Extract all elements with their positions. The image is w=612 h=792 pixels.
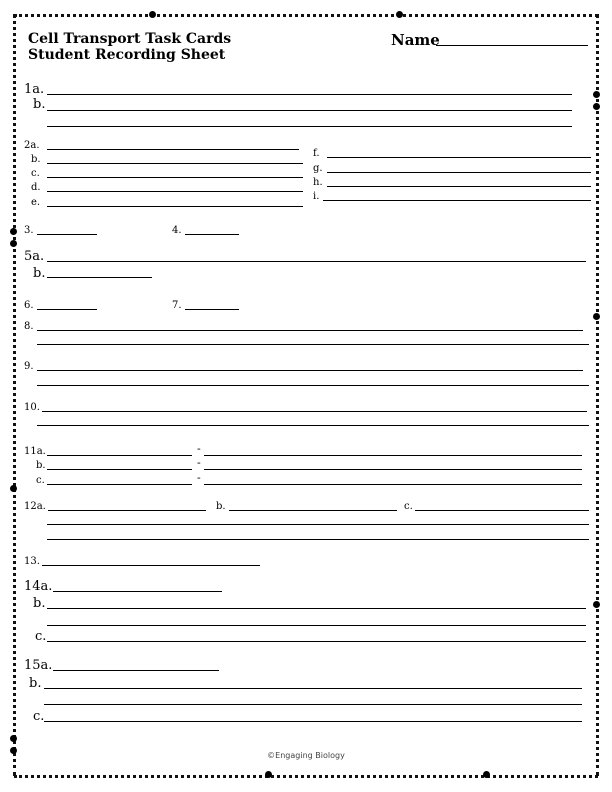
answer-line-14a[interactable] [53, 591, 222, 592]
answer-line-2b[interactable] [47, 163, 303, 164]
answer-line-11a-left[interactable] [47, 455, 192, 456]
answer-line-15b[interactable] [44, 688, 582, 689]
label-5b: b. [33, 266, 46, 281]
label-12a: 12a. [24, 501, 46, 512]
label-2g: g. [313, 163, 323, 174]
answer-line-14c[interactable] [47, 641, 586, 642]
label-8: 8. [24, 321, 34, 332]
answer-line-2h[interactable] [327, 186, 591, 187]
label-2c: c. [31, 168, 40, 179]
answer-line-14b-cont[interactable] [47, 625, 586, 626]
label-1a: 1a. [24, 82, 45, 97]
copyright-footer: ©Engaging Biology [267, 751, 345, 760]
label-15c: c. [33, 709, 45, 724]
border-left [13, 14, 16, 776]
border-bottom [14, 775, 598, 778]
answer-line-11a-right[interactable] [204, 455, 582, 456]
name-field[interactable] [436, 45, 588, 46]
answer-line-15c[interactable] [44, 721, 582, 722]
answer-line-10-cont[interactable] [37, 425, 589, 426]
answer-line-1b[interactable] [47, 110, 572, 111]
answer-line-8[interactable] [37, 330, 583, 331]
answer-line-12-cont-1[interactable] [47, 524, 589, 525]
label-15b: b. [29, 676, 42, 691]
dash-11a: - [197, 442, 201, 455]
answer-line-2c[interactable] [47, 177, 303, 178]
label-12c: c. [404, 501, 413, 512]
name-label: Name [391, 31, 440, 49]
answer-line-12a[interactable] [48, 510, 206, 511]
answer-line-6[interactable] [37, 309, 97, 310]
label-2i: i. [313, 191, 320, 202]
answer-line-4[interactable] [185, 234, 239, 235]
answer-line-5b[interactable] [47, 277, 152, 278]
dash-11c: - [197, 471, 201, 484]
title-line-2: Student Recording Sheet [28, 47, 226, 63]
label-11a: 11a. [24, 446, 46, 457]
label-13: 13. [24, 556, 40, 567]
label-2e: e. [31, 197, 41, 208]
border-dot [483, 771, 490, 778]
answer-line-2g[interactable] [327, 172, 591, 173]
border-dot [265, 771, 272, 778]
answer-line-10[interactable] [42, 411, 587, 412]
label-14b: b. [33, 596, 46, 611]
label-14a: 14a. [24, 579, 53, 594]
answer-line-2e[interactable] [47, 206, 303, 207]
border-dot [149, 11, 156, 18]
border-dot [593, 91, 600, 98]
label-2a: 2a. [24, 140, 40, 151]
answer-line-15a[interactable] [53, 670, 219, 671]
label-14c: c. [35, 629, 47, 644]
answer-line-2f[interactable] [327, 157, 591, 158]
answer-line-2d[interactable] [47, 191, 303, 192]
label-2f: f. [313, 148, 320, 159]
answer-line-8-cont[interactable] [37, 344, 589, 345]
answer-line-2i[interactable] [323, 200, 591, 201]
answer-line-13[interactable] [42, 565, 260, 566]
border-top [14, 14, 598, 17]
border-dot [593, 601, 600, 608]
label-12b: b. [216, 501, 226, 512]
dash-11b: - [197, 456, 201, 469]
border-dot [10, 240, 17, 247]
border-dot [396, 11, 403, 18]
answer-line-5a[interactable] [47, 261, 586, 262]
answer-line-14b[interactable] [47, 608, 586, 609]
answer-line-11b-right[interactable] [204, 469, 582, 470]
label-11b: b. [36, 460, 46, 471]
label-11c: c. [36, 475, 45, 486]
label-5a: 5a. [24, 249, 45, 264]
page-title [28, 31, 231, 63]
border-right [596, 14, 599, 776]
answer-line-1a[interactable] [47, 94, 572, 95]
label-3: 3. [24, 225, 34, 236]
answer-line-12c[interactable] [415, 510, 589, 511]
label-2h: h. [313, 177, 323, 188]
border-dot [593, 313, 600, 320]
title-line-1: Cell Transport Task Cards [28, 31, 232, 47]
label-2b: b. [31, 154, 41, 165]
label-10: 10. [24, 402, 40, 413]
border-dot [10, 228, 17, 235]
answer-line-11c-right[interactable] [204, 484, 582, 485]
border-dot [593, 103, 600, 110]
label-15a: 15a. [24, 658, 53, 673]
answer-line-12b[interactable] [229, 510, 397, 511]
label-1b: b. [33, 97, 46, 112]
answer-line-3[interactable] [37, 234, 97, 235]
label-9: 9. [24, 361, 34, 372]
answer-line-2a[interactable] [47, 149, 299, 150]
answer-line-12-cont-2[interactable] [47, 539, 589, 540]
label-2d: d. [31, 182, 41, 193]
answer-line-9[interactable] [37, 370, 583, 371]
answer-line-11c-left[interactable] [47, 484, 192, 485]
answer-line-7[interactable] [185, 309, 239, 310]
label-7: 7. [172, 300, 182, 311]
answer-line-15b-cont[interactable] [44, 704, 582, 705]
answer-line-11b-left[interactable] [47, 469, 192, 470]
border-dot [10, 485, 17, 492]
label-6: 6. [24, 300, 34, 311]
label-4: 4. [172, 225, 182, 236]
answer-line-1b-cont[interactable] [47, 126, 572, 127]
border-dot [10, 735, 17, 742]
answer-line-9-cont[interactable] [37, 385, 589, 386]
